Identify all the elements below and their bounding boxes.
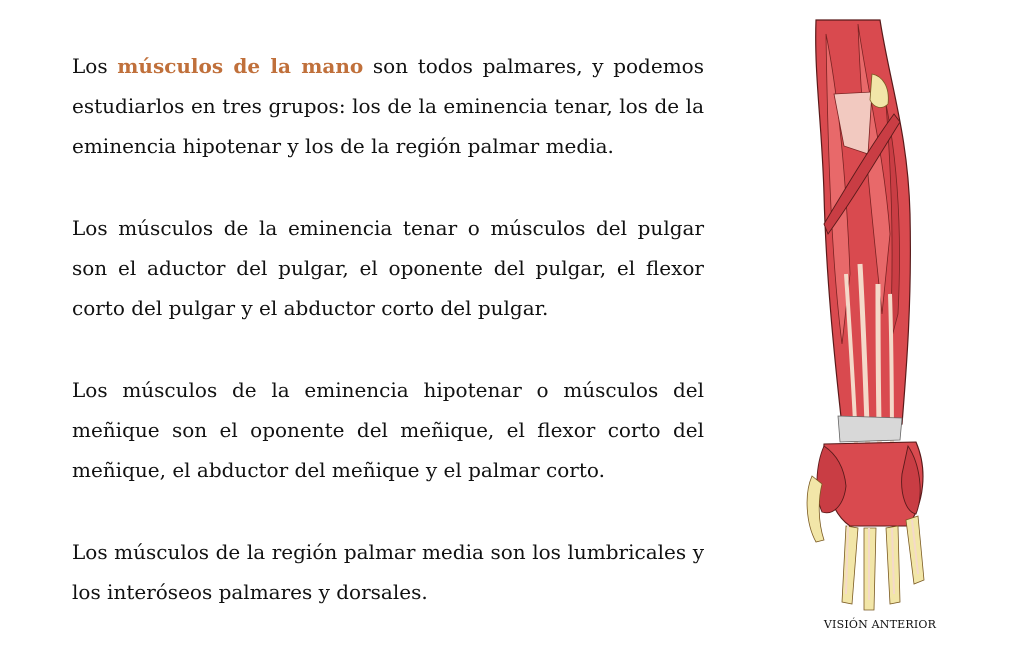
intro-suffix: son todos palmares, y podemos estudiarlos en tres grupos: los de la eminencia tenar, los de la eminencia hipotenar y los de la región palmar media.	[72, 54, 704, 158]
paragraph-thenar: Los músculos de la eminencia tenar o músculos del pulgar son el aductor del pulgar, el oponente del pulgar, el flexor corto del pulgar y el abductor corto del pulgar.	[72, 216, 704, 320]
flexor-retinaculum	[838, 416, 902, 442]
paragraph-palmar-middle: Los músculos de la región palmar media son los lumbricales y los interóseos palmares y dorsales.	[72, 540, 704, 604]
hand-muscles-link[interactable]: músculos de la mano	[117, 54, 364, 78]
paragraph-hypothenar: Los músculos de la eminencia hipotenar o músculos del meñique son el oponente del meñique, el flexor corto del meñique, el abductor del meñique y el palmar corto.	[72, 378, 704, 482]
paragraph-intro	[72, 46, 704, 166]
forearm-svg	[798, 14, 948, 614]
text-column	[72, 46, 704, 612]
finger-index	[842, 526, 858, 604]
figure-caption: VISIÓN ANTERIOR	[823, 618, 937, 631]
intro-prefix: Los	[72, 54, 118, 78]
forearm-muscles	[807, 20, 924, 610]
forearm-muscles-illustration	[798, 14, 948, 634]
